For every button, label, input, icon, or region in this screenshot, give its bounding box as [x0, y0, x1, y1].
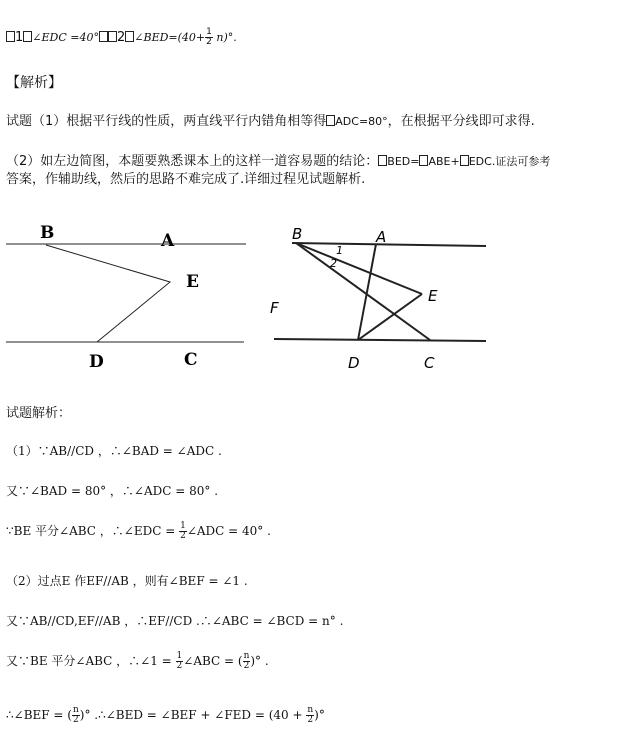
label-C: C [184, 350, 198, 370]
label-D: D [89, 352, 104, 372]
label-E: E [428, 287, 438, 305]
label-A: A [376, 228, 387, 246]
line-DC [274, 339, 486, 341]
solution-step-6: 又∵BE 平分∠ABC ，∴∠1 = $\frac{1}{2}$ ∠ABC = ( $\frac{n}{2}$ )° . [6, 651, 269, 671]
unknown-glyph [108, 31, 117, 42]
label-A: A [161, 231, 175, 251]
unknown-glyph [460, 155, 469, 166]
segment-BE [296, 243, 422, 294]
analysis-line-1: 试题（1）根据平行线的性质，两直线平行内错角相等得 ADC=80°，在根据平分线即可求得. [6, 114, 535, 129]
solution-step-1: （1）∵AB//CD ，∴∠BAD = ∠ADC . [6, 444, 222, 458]
section-title: 【解析】 [6, 75, 62, 91]
label-B: B [40, 223, 55, 243]
solution-step-2: 又∵∠BAD = 80° ，∴∠ADC = 80° . [6, 484, 219, 498]
answer-part2-expr-end: n)°. [212, 31, 237, 44]
fraction: $\frac{1}{2}$ [206, 27, 212, 47]
solution-step-7: ∴∠BEF = ( $\frac{n}{2}$ )° .∴∠BED = ∠BEF + ∠FED = (40 + $\frac{n}{2}$ )° [6, 705, 325, 725]
segment-ED [358, 294, 422, 340]
solution-step-4: （2）过点E 作EF//AB ，则有∠BEF = ∠1 . [6, 574, 248, 588]
label-B: B [292, 225, 303, 243]
line-AB [292, 243, 486, 246]
label-F: F [270, 299, 279, 317]
answer-part1-label: 1 [15, 30, 24, 45]
solution-heading: 试题解析： [6, 406, 72, 421]
fraction: $\frac{n}{2}$ [243, 651, 250, 671]
fraction: $\frac{1}{2}$ [180, 521, 186, 541]
label-E: E [186, 272, 199, 292]
unknown-glyph [6, 31, 15, 42]
fraction: $\frac{1}{2}$ [176, 651, 183, 671]
answer-part2-label: 2 [116, 30, 126, 45]
segment-BC [296, 243, 430, 340]
polyline-BED [46, 245, 170, 342]
fraction: $\frac{n}{2}$ [307, 705, 314, 725]
right-diagram [260, 215, 500, 380]
left-diagram [0, 215, 260, 375]
unknown-glyph [23, 31, 32, 42]
label-angle-2: 2 [330, 257, 337, 270]
answer-part1-expr: ∠EDC =40° [32, 31, 99, 44]
label-D: D [348, 354, 360, 372]
answer-part2-expr: ∠BED=(40+ [134, 31, 206, 44]
answer-line [6, 28, 237, 47]
fraction: $\frac{n}{2}$ [72, 705, 79, 725]
analysis-line-3: 答案，作辅助线，然后的思路不难完成了.详细过程见试题解析. [6, 172, 366, 187]
solution-step-3: ∵BE 平分∠ABC ，∴∠EDC = $\frac{1}{2}$ ∠ADC = 40° . [6, 521, 271, 541]
label-angle-1: 1 [336, 244, 343, 257]
label-C: C [424, 354, 435, 372]
unknown-glyph [378, 155, 387, 166]
unknown-glyph [99, 31, 108, 42]
segment-AD [358, 244, 376, 340]
analysis-line-2: （2）如左边简图，本题要熟悉课本上的这样一道容易题的结论： BED= ABE+ EDC.证法可参考 [6, 154, 551, 169]
solution-step-5: 又∵AB//CD,EF//AB ，∴EF//CD .∴∠ABC = ∠BCD = n° . [6, 614, 344, 628]
unknown-glyph [125, 31, 134, 42]
unknown-glyph [326, 115, 335, 126]
